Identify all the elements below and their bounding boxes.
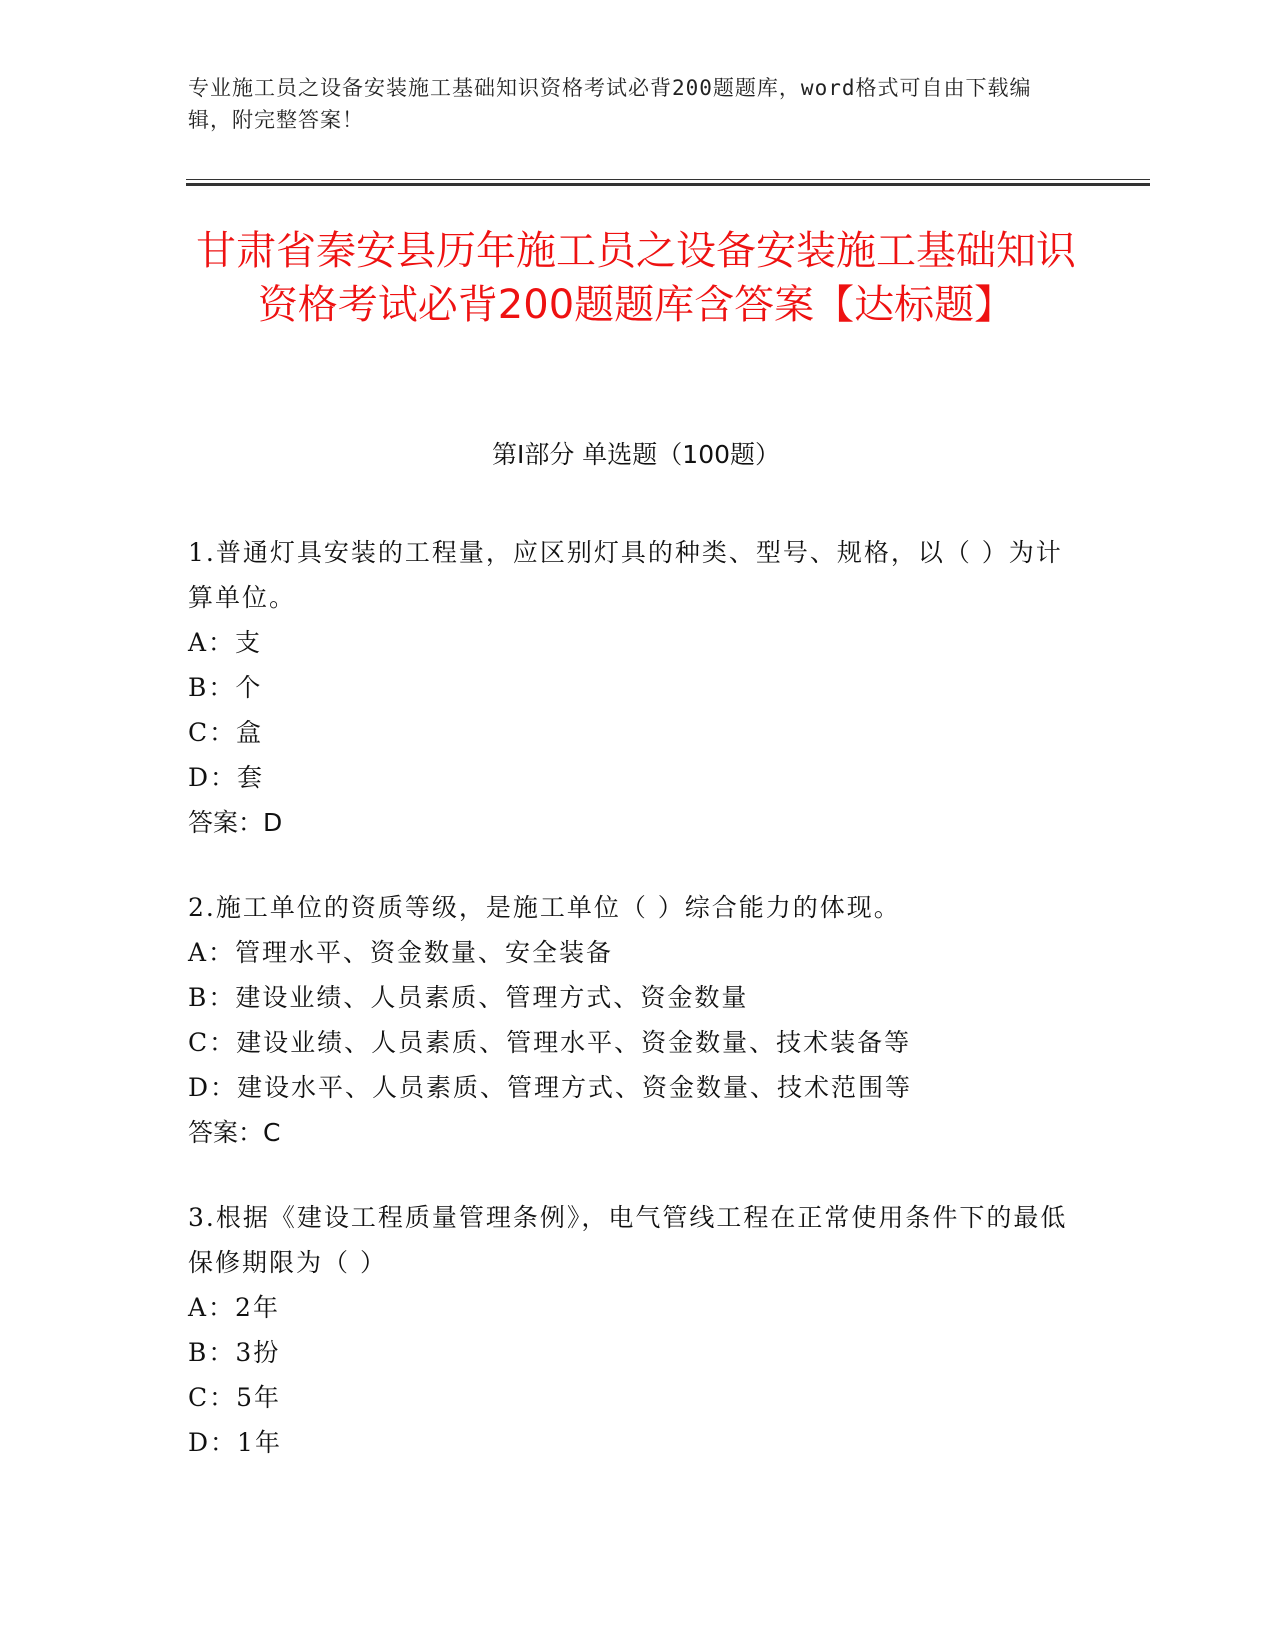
option-b: B：个 <box>188 673 263 702</box>
answer: 答案：C <box>188 1118 281 1147</box>
question-stem: 2.施工单位的资质等级，是施工单位（ ）综合能力的体现。 <box>188 893 901 922</box>
section-title: 第Ⅰ部分 单选题（100题） <box>491 440 781 469</box>
question-2 <box>188 885 1068 1155</box>
question-list <box>188 530 1068 1505</box>
header-divider-thick <box>186 183 1150 186</box>
header-note: 专业施工员之设备安装施工基础知识资格考试必背200题题库，word格式可自由下载编辑，附完整答案！ <box>188 76 1032 132</box>
option-b: B：3扮 <box>188 1338 281 1367</box>
option-c: C：建设业绩、人员素质、管理水平、资金数量、技术装备等 <box>188 1028 912 1057</box>
option-d: D：1年 <box>188 1428 282 1457</box>
option-b: B：建设业绩、人员素质、管理方式、资金数量 <box>188 983 749 1012</box>
option-a: A：管理水平、资金数量、安全装备 <box>188 938 614 967</box>
option-c: C：盒 <box>188 718 264 747</box>
question-stem: 3.根据《建设工程质量管理条例》，电气管线工程在正常使用条件下的最低保修期限为（ ） <box>188 1203 1068 1277</box>
answer: 答案：D <box>188 808 283 837</box>
option-a: A：支 <box>188 628 263 657</box>
option-d: D：建设水平、人员素质、管理方式、资金数量、技术范围等 <box>188 1073 913 1102</box>
option-c: C：5年 <box>188 1383 282 1412</box>
option-d: D：套 <box>188 763 265 792</box>
question-stem: 1.普通灯具安装的工程量，应区别灯具的种类、型号、规格，以（ ）为计算单位。 <box>188 538 1063 612</box>
header-divider-thin <box>186 179 1150 180</box>
document-title: 甘肃省秦安县历年施工员之设备安装施工基础知识资格考试必背200题题库含答案【达标题】 <box>196 228 1076 328</box>
question-3 <box>188 1195 1068 1465</box>
option-a: A：2年 <box>188 1293 280 1322</box>
question-1 <box>188 530 1068 845</box>
